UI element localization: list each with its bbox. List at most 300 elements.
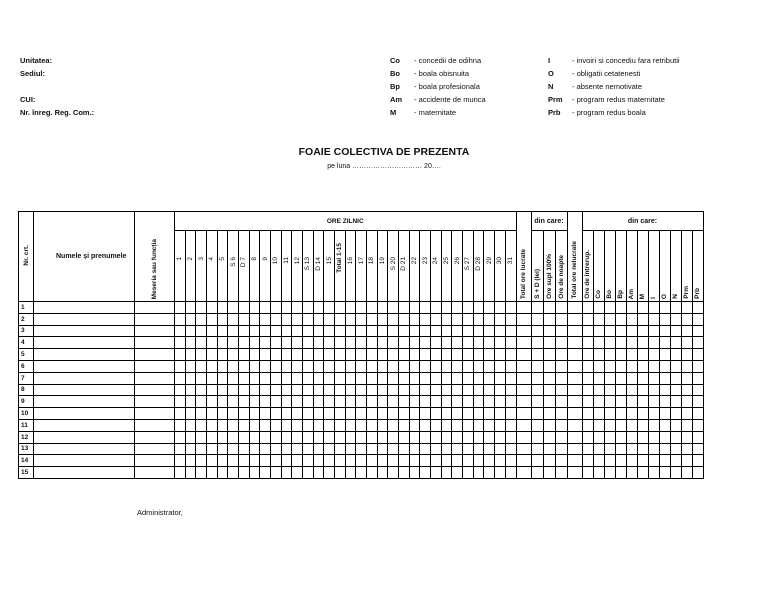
attendance-cell[interactable] [637,419,648,431]
attendance-cell[interactable] [473,419,484,431]
attendance-cell[interactable] [228,372,239,384]
attendance-cell[interactable] [185,396,196,408]
attendance-cell[interactable] [345,325,356,337]
attendance-cell[interactable] [207,325,218,337]
attendance-cell[interactable] [292,467,303,479]
attendance-cell[interactable] [175,349,186,361]
attendance-cell[interactable] [196,349,207,361]
attendance-cell[interactable] [495,360,506,372]
attendance-cell[interactable] [228,384,239,396]
attendance-cell[interactable] [692,302,703,314]
attendance-cell[interactable] [196,313,207,325]
attendance-cell[interactable] [681,360,692,372]
attendance-cell[interactable] [228,302,239,314]
attendance-cell[interactable] [555,431,567,443]
attendance-cell[interactable] [377,302,388,314]
attendance-cell[interactable] [249,419,260,431]
attendance-cell[interactable] [604,302,615,314]
attendance-cell[interactable] [567,325,582,337]
attendance-cell[interactable] [249,349,260,361]
attendance-cell[interactable] [637,325,648,337]
attendance-cell[interactable] [388,337,399,349]
attendance-cell[interactable] [531,408,543,420]
attendance-cell[interactable] [516,325,531,337]
attendance-cell[interactable] [135,408,175,420]
attendance-cell[interactable] [388,302,399,314]
attendance-cell[interactable] [495,372,506,384]
attendance-cell[interactable] [543,384,555,396]
attendance-cell[interactable] [681,349,692,361]
attendance-cell[interactable] [582,396,593,408]
attendance-cell[interactable] [420,443,431,455]
attendance-cell[interactable] [659,349,670,361]
attendance-cell[interactable] [345,443,356,455]
attendance-cell[interactable] [463,455,474,467]
attendance-cell[interactable] [593,443,604,455]
attendance-cell[interactable] [367,455,378,467]
attendance-cell[interactable] [604,372,615,384]
attendance-cell[interactable] [531,349,543,361]
attendance-cell[interactable] [377,384,388,396]
attendance-cell[interactable] [531,302,543,314]
attendance-cell[interactable] [399,396,410,408]
attendance-cell[interactable] [281,419,292,431]
attendance-cell[interactable] [135,443,175,455]
attendance-cell[interactable] [356,455,367,467]
attendance-cell[interactable] [207,431,218,443]
attendance-cell[interactable] [135,431,175,443]
attendance-cell[interactable] [135,396,175,408]
attendance-cell[interactable] [593,313,604,325]
attendance-cell[interactable] [377,372,388,384]
attendance-cell[interactable] [377,408,388,420]
attendance-cell[interactable] [543,360,555,372]
attendance-cell[interactable] [505,431,516,443]
attendance-cell[interactable] [441,325,452,337]
attendance-cell[interactable] [637,408,648,420]
attendance-cell[interactable] [324,372,335,384]
attendance-cell[interactable] [34,325,135,337]
attendance-cell[interactable] [648,384,659,396]
attendance-cell[interactable] [185,408,196,420]
attendance-cell[interactable] [604,419,615,431]
attendance-cell[interactable] [185,349,196,361]
attendance-cell[interactable] [593,337,604,349]
attendance-cell[interactable] [555,419,567,431]
attendance-cell[interactable] [388,455,399,467]
attendance-cell[interactable] [473,455,484,467]
attendance-cell[interactable] [313,372,324,384]
attendance-cell[interactable] [484,408,495,420]
attendance-cell[interactable] [692,431,703,443]
attendance-cell[interactable] [196,325,207,337]
attendance-cell[interactable] [34,313,135,325]
attendance-cell[interactable] [463,467,474,479]
attendance-cell[interactable] [196,408,207,420]
attendance-cell[interactable] [473,431,484,443]
attendance-cell[interactable] [582,431,593,443]
attendance-cell[interactable] [388,408,399,420]
attendance-cell[interactable] [637,360,648,372]
attendance-cell[interactable] [345,360,356,372]
attendance-cell[interactable] [604,396,615,408]
attendance-cell[interactable] [681,372,692,384]
attendance-cell[interactable] [505,337,516,349]
attendance-cell[interactable] [345,431,356,443]
attendance-cell[interactable] [692,337,703,349]
attendance-cell[interactable] [249,325,260,337]
attendance-cell[interactable] [637,455,648,467]
attendance-cell[interactable] [593,455,604,467]
attendance-cell[interactable] [175,302,186,314]
attendance-cell[interactable] [505,408,516,420]
attendance-cell[interactable] [593,360,604,372]
attendance-cell[interactable] [239,467,250,479]
attendance-cell[interactable] [681,467,692,479]
attendance-cell[interactable] [367,467,378,479]
attendance-cell[interactable] [681,443,692,455]
attendance-cell[interactable] [135,337,175,349]
attendance-cell[interactable] [409,455,420,467]
attendance-cell[interactable] [249,396,260,408]
attendance-cell[interactable] [567,419,582,431]
attendance-cell[interactable] [473,467,484,479]
attendance-cell[interactable] [484,467,495,479]
attendance-cell[interactable] [196,431,207,443]
attendance-cell[interactable] [463,337,474,349]
attendance-cell[interactable] [441,431,452,443]
attendance-cell[interactable] [543,337,555,349]
attendance-cell[interactable] [367,349,378,361]
attendance-cell[interactable] [692,443,703,455]
attendance-cell[interactable] [196,455,207,467]
attendance-cell[interactable] [271,408,282,420]
attendance-cell[interactable] [313,396,324,408]
attendance-cell[interactable] [555,384,567,396]
attendance-cell[interactable] [196,419,207,431]
attendance-cell[interactable] [516,431,531,443]
attendance-cell[interactable] [388,349,399,361]
attendance-cell[interactable] [335,419,346,431]
attendance-cell[interactable] [516,302,531,314]
attendance-cell[interactable] [135,313,175,325]
attendance-cell[interactable] [516,360,531,372]
attendance-cell[interactable] [582,443,593,455]
attendance-cell[interactable] [495,408,506,420]
attendance-cell[interactable] [324,349,335,361]
attendance-cell[interactable] [543,419,555,431]
attendance-cell[interactable] [175,337,186,349]
attendance-cell[interactable] [626,313,637,325]
attendance-cell[interactable] [441,467,452,479]
attendance-cell[interactable] [420,384,431,396]
attendance-cell[interactable] [431,349,442,361]
attendance-cell[interactable] [409,337,420,349]
attendance-cell[interactable] [185,372,196,384]
attendance-cell[interactable] [670,455,681,467]
attendance-cell[interactable] [582,372,593,384]
attendance-cell[interactable] [271,325,282,337]
attendance-cell[interactable] [452,302,463,314]
attendance-cell[interactable] [34,455,135,467]
attendance-cell[interactable] [367,396,378,408]
attendance-cell[interactable] [648,408,659,420]
attendance-cell[interactable] [313,408,324,420]
attendance-cell[interactable] [356,384,367,396]
attendance-cell[interactable] [659,431,670,443]
attendance-cell[interactable] [441,443,452,455]
attendance-cell[interactable] [604,325,615,337]
attendance-cell[interactable] [196,467,207,479]
attendance-cell[interactable] [249,408,260,420]
attendance-cell[interactable] [626,455,637,467]
attendance-cell[interactable] [324,325,335,337]
attendance-cell[interactable] [626,467,637,479]
attendance-cell[interactable] [505,313,516,325]
attendance-cell[interactable] [484,372,495,384]
attendance-cell[interactable] [692,455,703,467]
attendance-cell[interactable] [292,349,303,361]
attendance-cell[interactable] [175,360,186,372]
attendance-cell[interactable] [185,419,196,431]
attendance-cell[interactable] [555,360,567,372]
attendance-cell[interactable] [516,396,531,408]
attendance-cell[interactable] [495,467,506,479]
attendance-cell[interactable] [217,337,228,349]
attendance-cell[interactable] [303,396,314,408]
attendance-cell[interactable] [345,467,356,479]
attendance-cell[interactable] [34,419,135,431]
attendance-cell[interactable] [531,372,543,384]
attendance-cell[interactable] [420,360,431,372]
attendance-cell[interactable] [292,396,303,408]
attendance-cell[interactable] [260,443,271,455]
attendance-cell[interactable] [207,467,218,479]
attendance-cell[interactable] [637,467,648,479]
attendance-cell[interactable] [324,443,335,455]
attendance-cell[interactable] [473,349,484,361]
attendance-cell[interactable] [399,431,410,443]
attendance-cell[interactable] [271,360,282,372]
attendance-cell[interactable] [249,302,260,314]
attendance-cell[interactable] [335,360,346,372]
attendance-cell[interactable] [505,443,516,455]
attendance-cell[interactable] [409,396,420,408]
attendance-cell[interactable] [648,431,659,443]
attendance-cell[interactable] [175,408,186,420]
attendance-cell[interactable] [543,408,555,420]
attendance-cell[interactable] [484,455,495,467]
attendance-cell[interactable] [615,396,626,408]
attendance-cell[interactable] [420,372,431,384]
attendance-cell[interactable] [495,455,506,467]
attendance-cell[interactable] [196,384,207,396]
attendance-cell[interactable] [249,443,260,455]
attendance-cell[interactable] [555,455,567,467]
attendance-cell[interactable] [292,302,303,314]
attendance-cell[interactable] [239,455,250,467]
attendance-cell[interactable] [604,455,615,467]
attendance-cell[interactable] [249,431,260,443]
attendance-cell[interactable] [473,302,484,314]
attendance-cell[interactable] [260,431,271,443]
attendance-cell[interactable] [239,360,250,372]
attendance-cell[interactable] [313,431,324,443]
attendance-cell[interactable] [615,408,626,420]
attendance-cell[interactable] [692,313,703,325]
attendance-cell[interactable] [452,349,463,361]
attendance-cell[interactable] [648,302,659,314]
attendance-cell[interactable] [495,349,506,361]
attendance-cell[interactable] [196,360,207,372]
attendance-cell[interactable] [543,313,555,325]
attendance-cell[interactable] [420,337,431,349]
attendance-cell[interactable] [271,337,282,349]
attendance-cell[interactable] [582,313,593,325]
attendance-cell[interactable] [399,302,410,314]
attendance-cell[interactable] [185,467,196,479]
attendance-cell[interactable] [692,349,703,361]
attendance-cell[interactable] [271,302,282,314]
attendance-cell[interactable] [217,408,228,420]
attendance-cell[interactable] [441,384,452,396]
attendance-cell[interactable] [452,360,463,372]
attendance-cell[interactable] [356,372,367,384]
attendance-cell[interactable] [249,372,260,384]
attendance-cell[interactable] [431,467,442,479]
attendance-cell[interactable] [135,467,175,479]
attendance-cell[interactable] [555,302,567,314]
attendance-cell[interactable] [670,349,681,361]
attendance-cell[interactable] [452,467,463,479]
attendance-cell[interactable] [473,360,484,372]
attendance-cell[interactable] [593,372,604,384]
attendance-cell[interactable] [431,408,442,420]
attendance-cell[interactable] [303,443,314,455]
attendance-cell[interactable] [217,396,228,408]
attendance-cell[interactable] [239,408,250,420]
attendance-cell[interactable] [228,431,239,443]
attendance-cell[interactable] [531,360,543,372]
attendance-cell[interactable] [175,443,186,455]
attendance-cell[interactable] [409,313,420,325]
attendance-cell[interactable] [659,419,670,431]
attendance-cell[interactable] [648,455,659,467]
attendance-cell[interactable] [367,313,378,325]
attendance-cell[interactable] [313,443,324,455]
attendance-cell[interactable] [516,349,531,361]
attendance-cell[interactable] [185,360,196,372]
attendance-cell[interactable] [388,313,399,325]
attendance-cell[interactable] [626,325,637,337]
attendance-cell[interactable] [441,360,452,372]
attendance-cell[interactable] [313,313,324,325]
attendance-cell[interactable] [313,384,324,396]
attendance-cell[interactable] [399,313,410,325]
attendance-cell[interactable] [217,384,228,396]
attendance-cell[interactable] [531,419,543,431]
attendance-cell[interactable] [249,455,260,467]
attendance-cell[interactable] [441,372,452,384]
attendance-cell[interactable] [516,408,531,420]
attendance-cell[interactable] [239,419,250,431]
attendance-cell[interactable] [324,337,335,349]
attendance-cell[interactable] [239,325,250,337]
attendance-cell[interactable] [659,396,670,408]
attendance-cell[interactable] [431,431,442,443]
attendance-cell[interactable] [135,349,175,361]
attendance-cell[interactable] [582,302,593,314]
attendance-cell[interactable] [409,408,420,420]
attendance-cell[interactable] [260,349,271,361]
attendance-cell[interactable] [356,443,367,455]
attendance-cell[interactable] [313,467,324,479]
attendance-cell[interactable] [260,325,271,337]
attendance-cell[interactable] [615,302,626,314]
attendance-cell[interactable] [292,408,303,420]
attendance-cell[interactable] [615,419,626,431]
attendance-cell[interactable] [582,349,593,361]
attendance-cell[interactable] [555,349,567,361]
attendance-cell[interactable] [567,313,582,325]
attendance-cell[interactable] [648,419,659,431]
attendance-cell[interactable] [659,337,670,349]
attendance-cell[interactable] [367,443,378,455]
attendance-cell[interactable] [582,384,593,396]
attendance-cell[interactable] [505,302,516,314]
attendance-cell[interactable] [34,408,135,420]
attendance-cell[interactable] [239,349,250,361]
attendance-cell[interactable] [249,467,260,479]
attendance-cell[interactable] [260,467,271,479]
attendance-cell[interactable] [228,467,239,479]
attendance-cell[interactable] [388,384,399,396]
attendance-cell[interactable] [260,455,271,467]
attendance-cell[interactable] [516,337,531,349]
attendance-cell[interactable] [452,337,463,349]
attendance-cell[interactable] [420,408,431,420]
attendance-cell[interactable] [34,372,135,384]
attendance-cell[interactable] [420,467,431,479]
attendance-cell[interactable] [648,349,659,361]
attendance-cell[interactable] [345,337,356,349]
attendance-cell[interactable] [441,349,452,361]
attendance-cell[interactable] [692,419,703,431]
attendance-cell[interactable] [207,384,218,396]
attendance-cell[interactable] [473,337,484,349]
attendance-cell[interactable] [228,396,239,408]
attendance-cell[interactable] [292,337,303,349]
attendance-cell[interactable] [420,302,431,314]
attendance-cell[interactable] [409,372,420,384]
attendance-cell[interactable] [626,337,637,349]
attendance-cell[interactable] [648,313,659,325]
attendance-cell[interactable] [271,313,282,325]
attendance-cell[interactable] [670,325,681,337]
attendance-cell[interactable] [567,349,582,361]
attendance-cell[interactable] [313,325,324,337]
attendance-cell[interactable] [681,302,692,314]
attendance-cell[interactable] [399,384,410,396]
attendance-cell[interactable] [681,325,692,337]
attendance-cell[interactable] [239,443,250,455]
attendance-cell[interactable] [543,302,555,314]
attendance-cell[interactable] [593,431,604,443]
attendance-cell[interactable] [409,325,420,337]
attendance-cell[interactable] [648,325,659,337]
attendance-cell[interactable] [626,419,637,431]
attendance-cell[interactable] [185,325,196,337]
